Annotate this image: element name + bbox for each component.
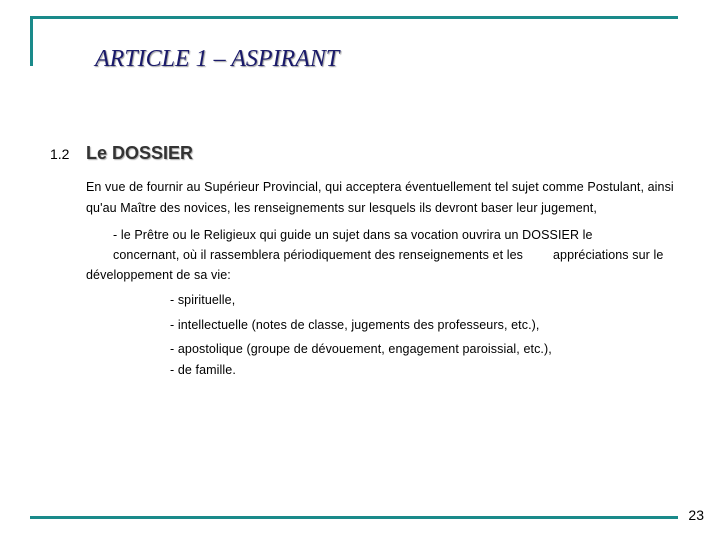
intro-line-1: En vue de fournir au Supérieur Provincial, qui acceptera éventuellement tel sujet comme Postulant, ainsi bbox=[86, 180, 674, 194]
list-item: - apostolique (groupe de dévouement, engagement paroissial, etc.), bbox=[170, 342, 552, 356]
article-title: ARTICLE 1 – ASPIRANT bbox=[95, 46, 340, 72]
frame-left-rule bbox=[30, 16, 33, 66]
section-number: 1.2 bbox=[50, 146, 70, 162]
section-title: Le DOSSIER bbox=[86, 143, 194, 163]
list-item: - intellectuelle (notes de classe, jugements des professeurs, etc.), bbox=[170, 318, 540, 332]
dossier-line-1: - le Prêtre ou le Religieux qui guide un sujet dans sa vocation ouvrira un DOSSIER le bbox=[113, 228, 593, 242]
dossier-line-3: développement de sa vie: bbox=[86, 268, 231, 282]
dossier-line-2b: appréciations sur le bbox=[553, 248, 664, 262]
intro-line-2: qu'au Maître des novices, les renseignements sur lesquels ils devront baser leur jugement, bbox=[86, 201, 597, 215]
dossier-line-2: concernant, où il rassemblera périodiquement des renseignements et les bbox=[113, 248, 524, 262]
frame-bottom-rule bbox=[30, 516, 678, 519]
page-number: 23 bbox=[688, 507, 704, 523]
frame-top-rule bbox=[30, 16, 678, 19]
section-heading bbox=[50, 143, 193, 164]
list-item: - spirituelle, bbox=[170, 293, 236, 307]
list-item: - de famille. bbox=[170, 363, 236, 377]
